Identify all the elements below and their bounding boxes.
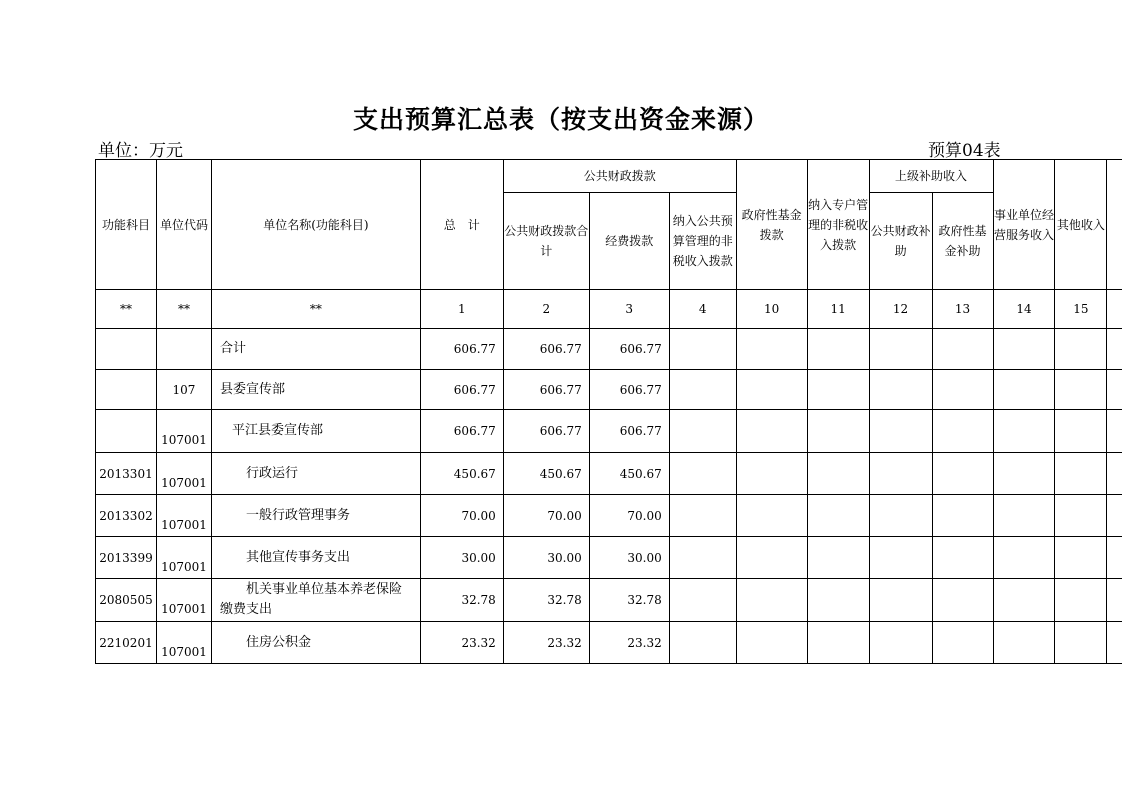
unit-code-cell <box>156 622 211 664</box>
func-code-cell: 2210201 <box>96 622 157 664</box>
empty-cell <box>869 622 932 664</box>
unit-name-text: 合计 <box>219 341 246 356</box>
empty-cell <box>1055 329 1107 370</box>
funding-cell: 606.77 <box>589 329 669 370</box>
empty-cell <box>807 410 869 453</box>
index-cell: 14 <box>993 290 1055 329</box>
empty-cell <box>869 370 932 410</box>
header-public-fiscal-total: 公共财政拨款合计 <box>503 193 589 290</box>
empty-cell <box>736 495 807 537</box>
funding-cell: 450.67 <box>589 453 669 495</box>
form-number: 预算04表 <box>928 141 1001 161</box>
empty-cell <box>993 329 1055 370</box>
index-cell: 12 <box>869 290 932 329</box>
index-cell-cut <box>1107 290 1122 329</box>
empty-cell <box>736 370 807 410</box>
empty-cell <box>1107 495 1122 537</box>
public-fiscal-cell: 606.77 <box>503 370 589 410</box>
unit-code-cell <box>156 329 211 370</box>
func-code-cell <box>96 410 157 453</box>
empty-cell <box>736 329 807 370</box>
unit-name-text: 行政运行 <box>245 465 298 481</box>
header-nontax: 纳入公共预算管理的非税收入拨款 <box>669 193 736 290</box>
func-code-cell <box>96 329 157 370</box>
func-code-cell: 2080505 <box>96 579 157 622</box>
header-total: 总 计 <box>420 160 503 290</box>
table-row <box>96 579 1122 622</box>
func-code-cell: 2013399 <box>96 537 157 579</box>
header-other: 其他收入 <box>1055 160 1107 290</box>
header-special-nontax: 纳入专户管理的非税收入拨款 <box>807 160 869 290</box>
header-business: 事业单位经营服务收入 <box>993 160 1055 290</box>
header-cut-column <box>1107 160 1122 290</box>
empty-cell <box>807 537 869 579</box>
unit-code-text: 107001 <box>161 475 207 490</box>
empty-cell <box>807 495 869 537</box>
public-fiscal-cell: 70.00 <box>503 495 589 537</box>
empty-cell <box>1055 495 1107 537</box>
index-cell: 13 <box>932 290 993 329</box>
empty-cell <box>1107 410 1122 453</box>
unit-code-cell <box>156 453 211 495</box>
empty-cell <box>1055 579 1107 622</box>
unit-name-text: 一般行政管理事务 <box>245 507 350 523</box>
empty-cell <box>932 579 993 622</box>
index-cell: 10 <box>736 290 807 329</box>
empty-cell <box>669 622 736 664</box>
unit-code-text: 107001 <box>161 433 207 447</box>
empty-cell <box>869 329 932 370</box>
empty-cell <box>993 495 1055 537</box>
header-superior-public: 公共财政补助 <box>869 193 932 290</box>
unit-name-text: 其他宣传事务支出 <box>245 549 350 565</box>
empty-cell <box>669 370 736 410</box>
empty-cell <box>807 453 869 495</box>
table-row <box>96 370 1122 410</box>
empty-cell <box>932 622 993 664</box>
empty-cell <box>1055 537 1107 579</box>
empty-cell <box>869 579 932 622</box>
unit-label: 单位：万元 <box>98 141 183 161</box>
total-cell: 30.00 <box>420 537 503 579</box>
empty-cell <box>1055 410 1107 453</box>
unit-code-cell <box>156 537 211 579</box>
empty-cell <box>932 495 993 537</box>
func-code-cell: 2013301 <box>96 453 157 495</box>
func-code-cell: 2013302 <box>96 495 157 537</box>
unit-code-cell <box>156 495 211 537</box>
total-cell: 606.77 <box>420 410 503 453</box>
total-cell: 606.77 <box>420 370 503 410</box>
empty-cell <box>669 495 736 537</box>
unit-name-cell <box>211 329 420 370</box>
header-func-subject: 功能科目 <box>96 160 157 290</box>
empty-cell <box>932 370 993 410</box>
funding-cell: 32.78 <box>589 579 669 622</box>
empty-cell <box>669 579 736 622</box>
empty-cell <box>736 622 807 664</box>
header-superior: 上级补助收入 <box>869 160 993 193</box>
empty-cell <box>669 329 736 370</box>
empty-cell <box>869 453 932 495</box>
unit-name-cell <box>211 370 420 410</box>
unit-name-cell <box>211 453 420 495</box>
public-fiscal-cell: 30.00 <box>503 537 589 579</box>
empty-cell <box>736 410 807 453</box>
unit-code-text: 107001 <box>161 602 207 616</box>
header-superior-gov: 政府性基金补助 <box>932 193 993 290</box>
unit-name-cell <box>211 495 420 537</box>
header-funding: 经费拨款 <box>589 193 669 290</box>
unit-code-cell <box>156 579 211 622</box>
header-gov-fund: 政府性基金拨款 <box>736 160 807 290</box>
header-unit-name: 单位名称(功能科目) <box>211 160 420 290</box>
unit-code-text: 107001 <box>161 517 207 532</box>
empty-cell <box>932 537 993 579</box>
empty-cell <box>669 453 736 495</box>
empty-cell <box>807 329 869 370</box>
funding-cell: 30.00 <box>589 537 669 579</box>
index-cell: ** <box>156 290 211 329</box>
total-cell: 70.00 <box>420 495 503 537</box>
empty-cell <box>1107 329 1122 370</box>
empty-cell <box>669 410 736 453</box>
index-cell: 2 <box>503 290 589 329</box>
empty-cell <box>993 410 1055 453</box>
table-row <box>96 329 1122 370</box>
empty-cell <box>1055 622 1107 664</box>
empty-cell <box>1107 622 1122 664</box>
table-row <box>96 410 1122 453</box>
budget-table <box>95 159 1122 664</box>
empty-cell <box>993 370 1055 410</box>
table-row <box>96 622 1122 664</box>
func-code-cell <box>96 370 157 410</box>
unit-code-text: 107001 <box>161 644 207 659</box>
empty-cell <box>807 370 869 410</box>
unit-code-cell <box>156 410 211 453</box>
total-cell: 32.78 <box>420 579 503 622</box>
empty-cell <box>869 410 932 453</box>
empty-cell <box>993 453 1055 495</box>
empty-cell <box>993 579 1055 622</box>
empty-cell <box>932 453 993 495</box>
index-cell: 1 <box>420 290 503 329</box>
index-cell: 11 <box>807 290 869 329</box>
table-row <box>96 537 1122 579</box>
empty-cell <box>1107 537 1122 579</box>
empty-cell <box>932 410 993 453</box>
public-fiscal-cell: 606.77 <box>503 329 589 370</box>
unit-name-text: 县委宣传部 <box>219 381 285 397</box>
empty-cell <box>1107 370 1122 410</box>
empty-cell <box>1107 579 1122 622</box>
total-cell: 606.77 <box>420 329 503 370</box>
funding-cell: 606.77 <box>589 410 669 453</box>
unit-name-cell <box>211 537 420 579</box>
unit-name-cell <box>211 410 420 453</box>
empty-cell <box>932 329 993 370</box>
funding-cell: 23.32 <box>589 622 669 664</box>
header-public-fiscal: 公共财政拨款 <box>503 160 736 193</box>
empty-cell <box>736 579 807 622</box>
unit-name-cell <box>211 579 420 622</box>
unit-code-cell: 107 <box>156 370 211 410</box>
public-fiscal-cell: 32.78 <box>503 579 589 622</box>
public-fiscal-cell: 606.77 <box>503 410 589 453</box>
empty-cell <box>1055 453 1107 495</box>
empty-cell <box>807 622 869 664</box>
empty-cell <box>869 537 932 579</box>
unit-name-text: 平江县委宣传部 <box>231 423 323 438</box>
empty-cell <box>736 537 807 579</box>
header-unit-code: 单位代码 <box>156 160 211 290</box>
unit-name-text: 住房公积金 <box>245 634 311 650</box>
index-cell: ** <box>211 290 420 329</box>
empty-cell <box>669 537 736 579</box>
funding-cell: 70.00 <box>589 495 669 537</box>
funding-cell: 606.77 <box>589 370 669 410</box>
public-fiscal-cell: 450.67 <box>503 453 589 495</box>
index-cell: 4 <box>669 290 736 329</box>
index-row <box>96 290 1122 329</box>
empty-cell <box>1107 453 1122 495</box>
total-cell: 23.32 <box>420 622 503 664</box>
unit-name-cell <box>211 622 420 664</box>
empty-cell <box>736 453 807 495</box>
total-cell: 450.67 <box>420 453 503 495</box>
index-cell: 15 <box>1055 290 1107 329</box>
table-row <box>96 453 1122 495</box>
unit-name-text: 机关事业单位基本养老保险缴费支出 <box>219 582 402 617</box>
table-row <box>96 495 1122 537</box>
unit-code-text: 107001 <box>161 559 207 574</box>
index-cell: ** <box>96 290 157 329</box>
empty-cell <box>993 537 1055 579</box>
empty-cell <box>993 622 1055 664</box>
empty-cell <box>1055 370 1107 410</box>
empty-cell <box>807 579 869 622</box>
empty-cell <box>869 495 932 537</box>
page-title: 支出预算汇总表（按支出资金来源） <box>352 105 769 134</box>
public-fiscal-cell: 23.32 <box>503 622 589 664</box>
index-cell: 3 <box>589 290 669 329</box>
